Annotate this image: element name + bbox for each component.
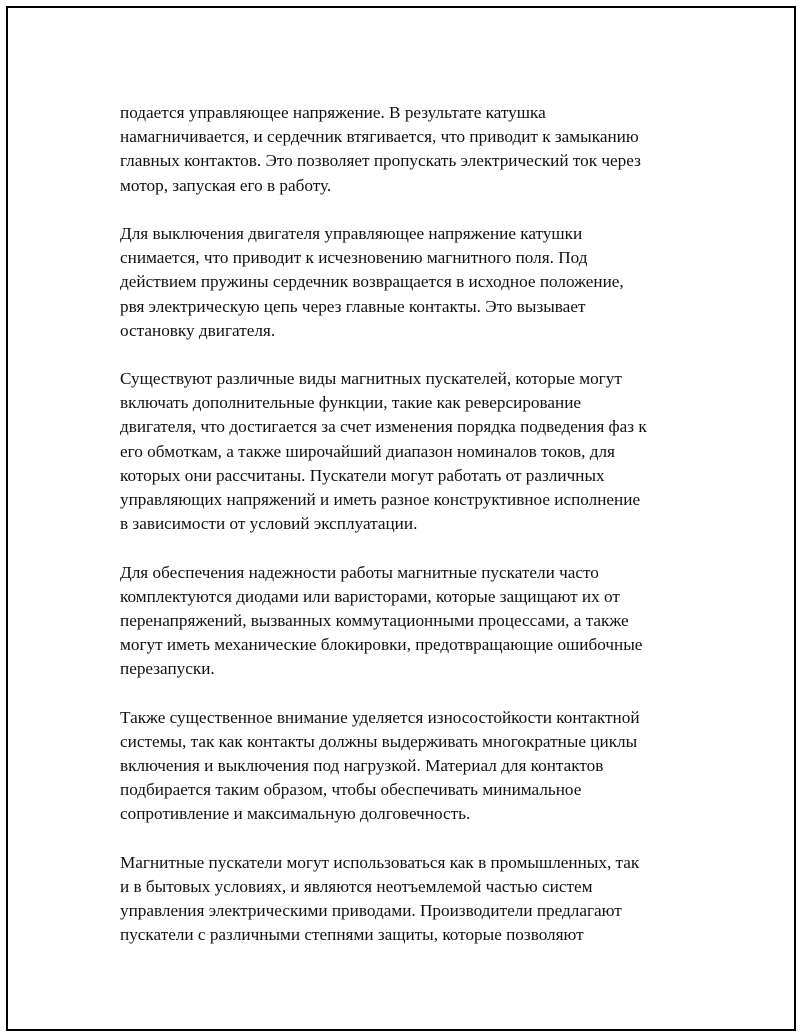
document-body <box>120 101 700 972</box>
text-line: включения и выключения под нагрузкой. Материал для контактов <box>120 756 604 776</box>
text-line: рвя электрическую цепь через главные контакты. Это вызывает <box>120 296 586 316</box>
text-line: мотор, запуская его в работу. <box>120 175 332 195</box>
text-line: и в бытовых условиях, и являются неотъемлемой частью систем <box>120 877 593 896</box>
text-line: сопротивление и максимальную долговечность. <box>120 804 471 824</box>
text-line: главных контактов. Это позволяет пропускать электрический ток через <box>120 151 641 171</box>
text-line: пускатели с различными степнями защиты, которые позволяют <box>120 925 584 945</box>
text-line: Существуют различные виды магнитных пускателей, которые могут <box>120 369 622 389</box>
paragraph-4 <box>120 561 700 682</box>
text-line: перенапряжений, вызванных коммутационными процессами, а также <box>120 610 629 630</box>
text-line: которых они рассчитаны. Пускатели могут работать от различных <box>120 465 605 485</box>
text-line: действием пружины сердечник возвращается в исходное положение, <box>120 272 624 292</box>
text-line: остановку двигателя. <box>120 320 276 340</box>
text-line: включать дополнительные функции, такие как реверсирование <box>120 393 582 413</box>
text-line: в зависимости от условий эксплуатации. <box>120 514 418 534</box>
paragraph-5 <box>120 706 700 827</box>
paragraph-1 <box>120 101 700 198</box>
text-line: подается управляющее напряжение. В результате катушка <box>120 103 546 122</box>
paragraph-2 <box>120 222 700 343</box>
text-line: перезапуски. <box>120 659 215 679</box>
text-line: Также существенное внимание уделяется износостойкости контактной <box>120 707 640 727</box>
text-line: Для обеспечения надежности работы магнитные пускатели часто <box>120 562 599 582</box>
text-line: снимается, что приводит к исчезновению магнитного поля. Под <box>120 248 588 268</box>
text-line: Для выключения двигателя управляющее напряжение катушки <box>120 223 583 243</box>
text-line: могут иметь механические блокировки, предотвращающие ошибочные <box>120 635 643 655</box>
paragraph-3 <box>120 367 700 536</box>
text-line: комплектуются диодами или варисторами, которые защищают их от <box>120 586 620 606</box>
text-line: его обмоткам, а также широчайший диапазон номиналов токов, для <box>120 441 615 461</box>
text-line: управляющих напряжений и иметь разное конструктивное исполнение <box>120 490 641 509</box>
text-line: намагничивается, и сердечник втягивается, что приводит к замыканию <box>120 127 639 147</box>
text-line: двигателя, что достигается за счет изменения порядка подведения фаз к <box>120 417 647 437</box>
text-line: системы, так как контакты должны выдерживать многократные циклы <box>120 731 638 751</box>
page-frame <box>6 6 796 1031</box>
text-line: подбирается таким образом, чтобы обеспечивать минимальное <box>120 780 582 800</box>
text-line: Магнитные пускатели могут использоваться как в промышленных, так <box>120 852 640 872</box>
text-line: управления электрическими приводами. Производители предлагают <box>120 901 622 921</box>
paragraph-6 <box>120 851 700 948</box>
